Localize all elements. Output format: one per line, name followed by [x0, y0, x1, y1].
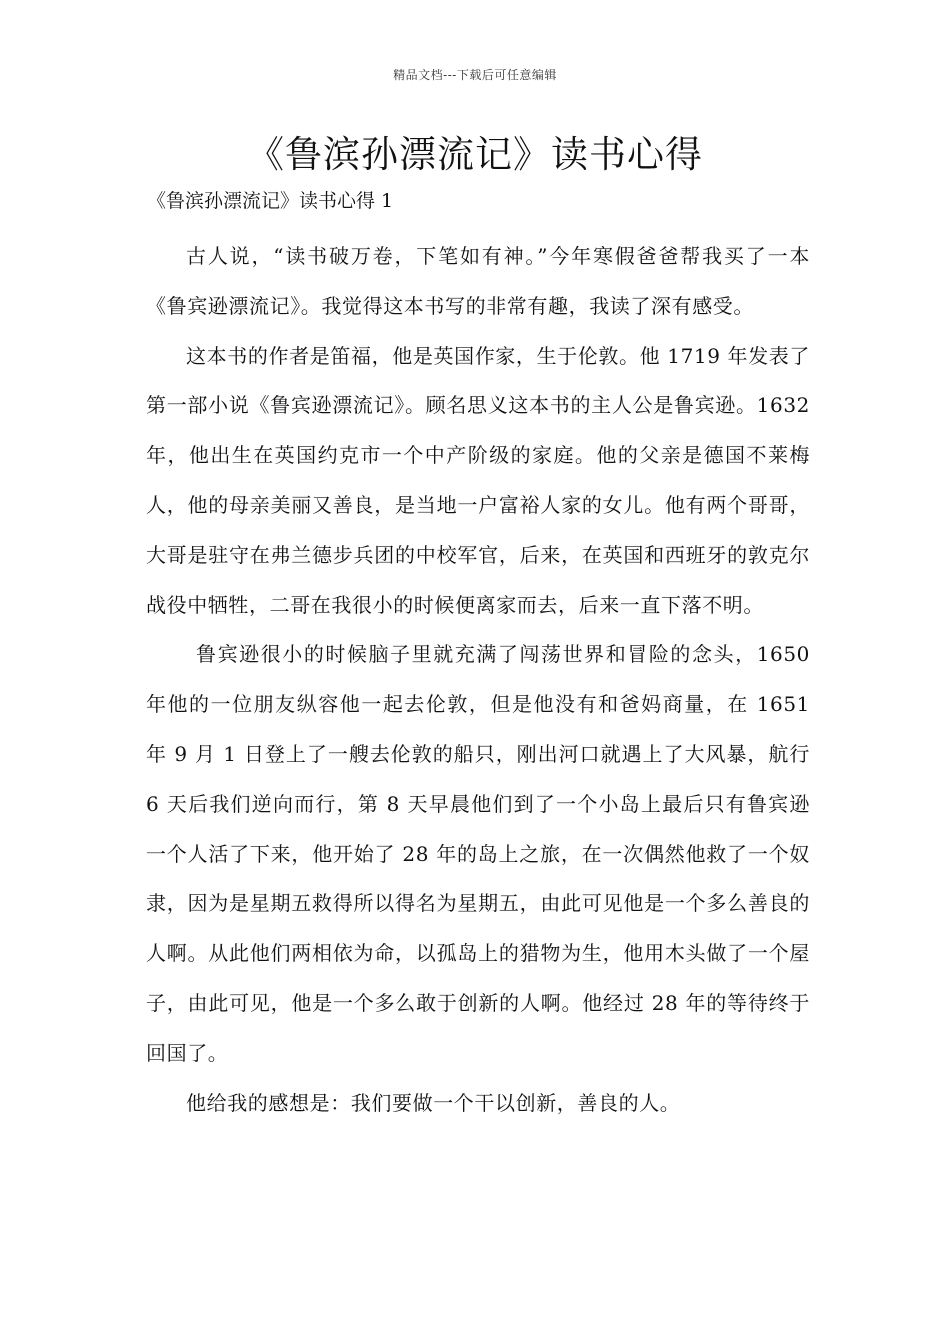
paragraph-1: 古人说，“读书破万卷，下笔如有神。”今年寒假爸爸帮我买了一本《鲁宾逊漂流记》。我觉得这本书写的非常有趣，我读了深有感受。 [146, 244, 810, 318]
document-title: 《鲁滨孙漂流记》读书心得 [247, 133, 703, 176]
header-note: 精品文档---下载后可任意编辑 [393, 68, 557, 82]
paragraph-2: 这本书的作者是笛福，他是英国作家，生于伦敦。他 1719 年发表了第一部小说《鲁宾逊漂流记》。顾名思义这本书的主人公是鲁宾逊。1632 年，他出生在英国约克市一个中产阶级的家庭。他的父亲是德国不莱梅人，他的母亲美丽又善良，是当地一户富裕人家的女儿。他有两个哥哥，大哥是驻守在弗兰德步兵团的中校军官，后来，在英国和西班牙的敦克尔战役中牺牲，二哥在我很小的时候便离家而去，后来一直下落不明。 [146, 343, 810, 617]
document-subtitle: 《鲁滨孙漂流记》读书心得 1 [147, 190, 394, 212]
paragraph-3: 鲁宾逊很小的时候脑子里就充满了闯荡世界和冒险的念头，1650 年他的一位朋友纵容他一起去伦敦，但是他没有和爸妈商量，在 1651 年 9 月 1 日登上了一艘去伦敦的船只，刚出河口就遇上了大风暴，航行 6 天后我们逆向而行，第 8 天早晨他们到了一个小岛上最后只有鲁宾逊一个人活了下来，他开始了 28 年的岛上之旅，在一次偶然他救了一个奴隶，因为是星期五救得所以得名为星期五，由此可见他是一个多么善良的人啊。从此他们两相依为命，以孤岛上的猎物为生，他用木头做了一个屋子，由此可见，他是一个多么敢于创新的人啊。他经过 28 年的等待终于回国了。 [146, 642, 810, 1065]
paragraph-4: 他给我的感想是：我们要做一个干以创新，善良的人。 [186, 1090, 681, 1115]
document-body [146, 232, 810, 1128]
